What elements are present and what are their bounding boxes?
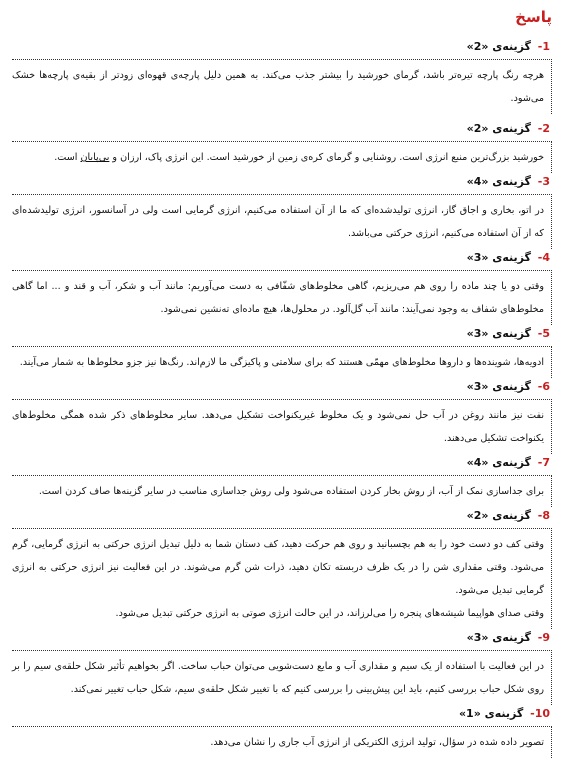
underlined-word: بی‌پایان — [80, 152, 110, 163]
answer-text-part: است. — [54, 152, 81, 163]
answer-text: برای جداسازی نمک از آب، از روش بخار کردن استفاده می‌شود ولی روش جداسازی مناسب در سایر گزینه‌ها صاف کردن است. — [12, 475, 552, 507]
question-number: 8- — [537, 509, 550, 522]
answer-text: در این فعالیت با استفاده از یک سیم و مقداری آب و مایع دست‌شویی می‌توان حباب ساخت. اگر بخواهیم تأثیر شکل حلقه‌ی سیم را بر روی شکل حباب بررسی کنیم، باید این پیش‌بینی را بررسی کنیم که با تغییر شکل حلقه‌ی سیم، شکل حباب تغییر نمی‌کند. — [12, 650, 552, 705]
correct-option: گزینه‌ی «3» — [466, 631, 531, 644]
question-8 — [12, 507, 552, 629]
question-4 — [12, 249, 552, 325]
question-5 — [12, 325, 552, 378]
question-number: 2- — [537, 122, 550, 135]
question-number: 9- — [537, 631, 550, 644]
question-header — [12, 629, 550, 647]
question-header — [12, 454, 550, 472]
question-number: 4- — [537, 251, 550, 264]
question-6 — [12, 378, 552, 454]
question-header — [12, 705, 550, 723]
correct-option: گزینه‌ی «4» — [466, 175, 531, 188]
question-number: 6- — [537, 380, 550, 393]
correct-option: گزینه‌ی «3» — [466, 327, 531, 340]
question-header — [12, 120, 550, 138]
question-number: 5- — [537, 327, 550, 340]
question-2 — [12, 120, 552, 173]
question-header — [12, 38, 550, 56]
question-9 — [12, 629, 552, 705]
answer-text — [12, 528, 552, 629]
question-number: 1- — [537, 40, 550, 53]
question-number: 10- — [530, 707, 550, 720]
answer-text: در اتو، بخاری و اجاق گاز، انرژی تولیدشده‌ای که ما از آن استفاده می‌کنیم، انرژی گرمایی است ولی در آسانسور، انرژی تولیدشده‌ای که از آن استفاده می‌کنیم، انرژی حرکتی می‌باشد. — [12, 194, 552, 249]
answer-text: ادویه‌ها، شوینده‌ها و داروها مخلوط‌های مهمّی هستند که برای سلامتی و پاکیزگی ما لازم‌اند. رنگ‌ها نیز جزو مخلوط‌ها به شمار می‌آیند. — [12, 346, 552, 378]
question-header — [12, 249, 550, 267]
question-3 — [12, 173, 552, 249]
correct-option: گزینه‌ی «2» — [466, 40, 531, 53]
question-header — [12, 378, 550, 396]
question-header — [12, 507, 550, 525]
question-number: 3- — [537, 175, 550, 188]
question-header — [12, 325, 550, 343]
answer-paragraph: وقتی کف دو دست خود را به هم بچسبانید و روی هم حرکت دهید، کف دستان شما به دلیل تبدیل انرژی حرکتی به انرژی گرمایی، گرم می‌شود. وقتی مقداری شن را در یک ظرف دربسته تکان دهید، ذرات شن گرم می‌شوند. در این فعالیت نیز انرژی حرکتی به انرژی گرمایی تبدیل می‌شود. — [12, 539, 544, 596]
question-number: 7- — [537, 456, 550, 469]
question-7 — [12, 454, 552, 507]
correct-option: گزینه‌ی «3» — [466, 380, 531, 393]
answer-paragraph: وقتی صدای هواپیما شیشه‌های پنجره را می‌لرزاند، در این حالت انرژی صوتی به انرژی حرکتی تبدیل می‌شود. — [115, 608, 544, 619]
answer-text — [12, 141, 552, 173]
page-title: پاسخ — [515, 8, 552, 26]
answer-text: وقتی دو یا چند ماده را روی هم می‌ریزیم، گاهی مخلوط‌های شفّافی به دست می‌آوریم: مانند آب و شکر، آب و قند و ... اما گاهی مخلوط‌های شفاف به وجود نمی‌آیند: مانند آب گل‌آلود. در محلول‌ها، هیچ ماده‌ای ته‌نشین نمی‌شود. — [12, 270, 552, 325]
correct-option: گزینه‌ی «2» — [466, 509, 531, 522]
answer-text: هرچه رنگ پارچه تیره‌تر باشد، گرمای خورشید را بیشتر جذب می‌کند. به همین دلیل پارچه‌ی قهوه‌ای زودتر از بقیه‌ی پارچه‌ها خشک می‌شود. — [12, 59, 552, 114]
question-1 — [12, 38, 552, 114]
question-header — [12, 173, 550, 191]
correct-option: گزینه‌ی «2» — [466, 122, 531, 135]
correct-option: گزینه‌ی «3» — [466, 251, 531, 264]
correct-option: گزینه‌ی «4» — [466, 456, 531, 469]
answer-text: نفت نیز مانند روغن در آب حل نمی‌شود و یک مخلوط غیریکنواخت تشکیل می‌دهد. سایر مخلوط‌های ذکر شده همگی مخلوط‌های یکنواخت تشکیل می‌دهند. — [12, 399, 552, 454]
answer-text-part: خورشید بزرگ‌ترین منبع انرژی است. روشنایی و گرمای کره‌ی زمین از خورشید است. این انرژی پاک، ارزان و — [109, 152, 544, 163]
correct-option: گزینه‌ی «1» — [458, 707, 524, 720]
answer-text: تصویر داده شده در سؤال، تولید انرژی الکتریکی از انرژی آب جاری را نشان می‌دهد. — [12, 726, 552, 758]
